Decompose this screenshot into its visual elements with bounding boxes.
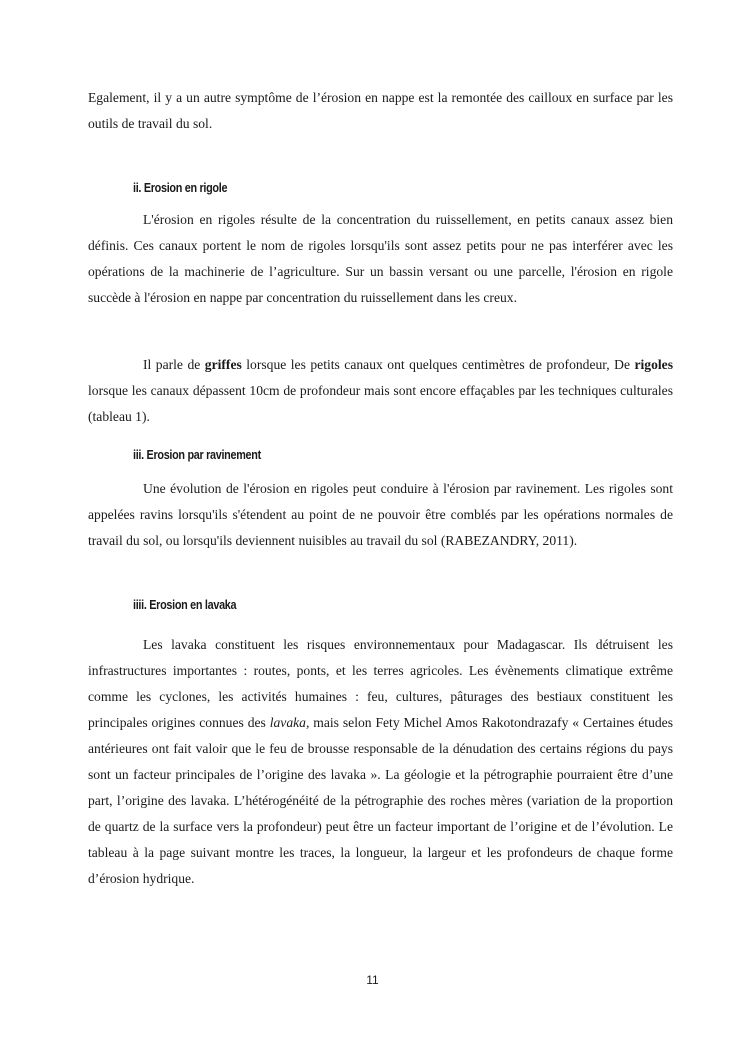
term-lavaka-italic: lavaka, (269, 715, 310, 730)
rigole-paragraph-1: L'érosion en rigoles résulte de la concentration du ruissellement, en petits canaux assez bien définis. Ces canaux portent le nom de rigoles lorsqu'ils sont assez petits pour ne pas interférer avec les opérations de la machinerie de l’agriculture. Sur un bassin versant ou une parcelle, l'érosion en rigole succède à l'érosion en nappe par concentration du ruissellement dans les creux. (88, 212, 673, 305)
section-heading-erosion-ravinement: iii. Erosion par ravinement (133, 448, 261, 462)
text-run: Il parle de (143, 357, 205, 372)
text-run: lorsque les canaux dépassent 10cm de profondeur mais sont encore effaçables par les techniques culturales (tableau 1). (88, 383, 673, 424)
text-run: mais selon Fety Michel Amos Rakotondrazafy « Certaines études antérieures ont fait valoir que le feu de brousse responsable de la dénudation des certains régions du pays sont un facteur principales de l’origine des lavaka ». La géologie et la pétrographie pourraient être d’une part, l’origine des lavaka. L’hétérogénéité de la pétrographie des roches mères (variation de la proportion de quartz de la surface vers la profondeur) peut être un facteur important de l’origine et de l’évolution. Le tableau à la page suivant montre les traces, la longueur, la largeur et les profondeurs de chaque forme d’érosion hydrique. (88, 715, 673, 886)
text-run: Les lavaka constituent les risques environnementaux pour Madagascar. Ils détruisent les infrastructures importantes : routes, ponts, et les terres agricoles. Les évènements climatique extrême comme les cyclones, les activités humaines : feu, cultures, pâturages des bestiaux constituent les principales origines connues des (88, 637, 673, 730)
section-heading-erosion-lavaka: iiii. Erosion en lavaka (133, 598, 237, 612)
page-number: 11 (366, 973, 379, 987)
text-run: lorsque les petits canaux ont quelques centimètres de profondeur, De (241, 357, 635, 372)
lavaka-paragraph (88, 632, 673, 892)
intro-paragraph: Egalement, il y a un autre symptôme de l’érosion en nappe est la remontée des cailloux en surface par les outils de travail du sol. (88, 90, 673, 131)
ravinement-paragraph: Une évolution de l'érosion en rigoles peut conduire à l'érosion par ravinement. Les rigoles sont appelées ravins lorsqu'ils s'étendent au point de ne pouvoir être comblés par les opérations normales de travail du sol, ou lorsqu'ils deviennent nuisibles au travail du sol (RABEZANDRY, 2011). (88, 481, 673, 548)
term-griffes: griffes (204, 357, 242, 372)
rigole-paragraph-2 (88, 352, 673, 430)
section-heading-erosion-rigole: ii. Erosion en rigole (133, 181, 228, 195)
term-rigoles: rigoles (634, 357, 674, 372)
